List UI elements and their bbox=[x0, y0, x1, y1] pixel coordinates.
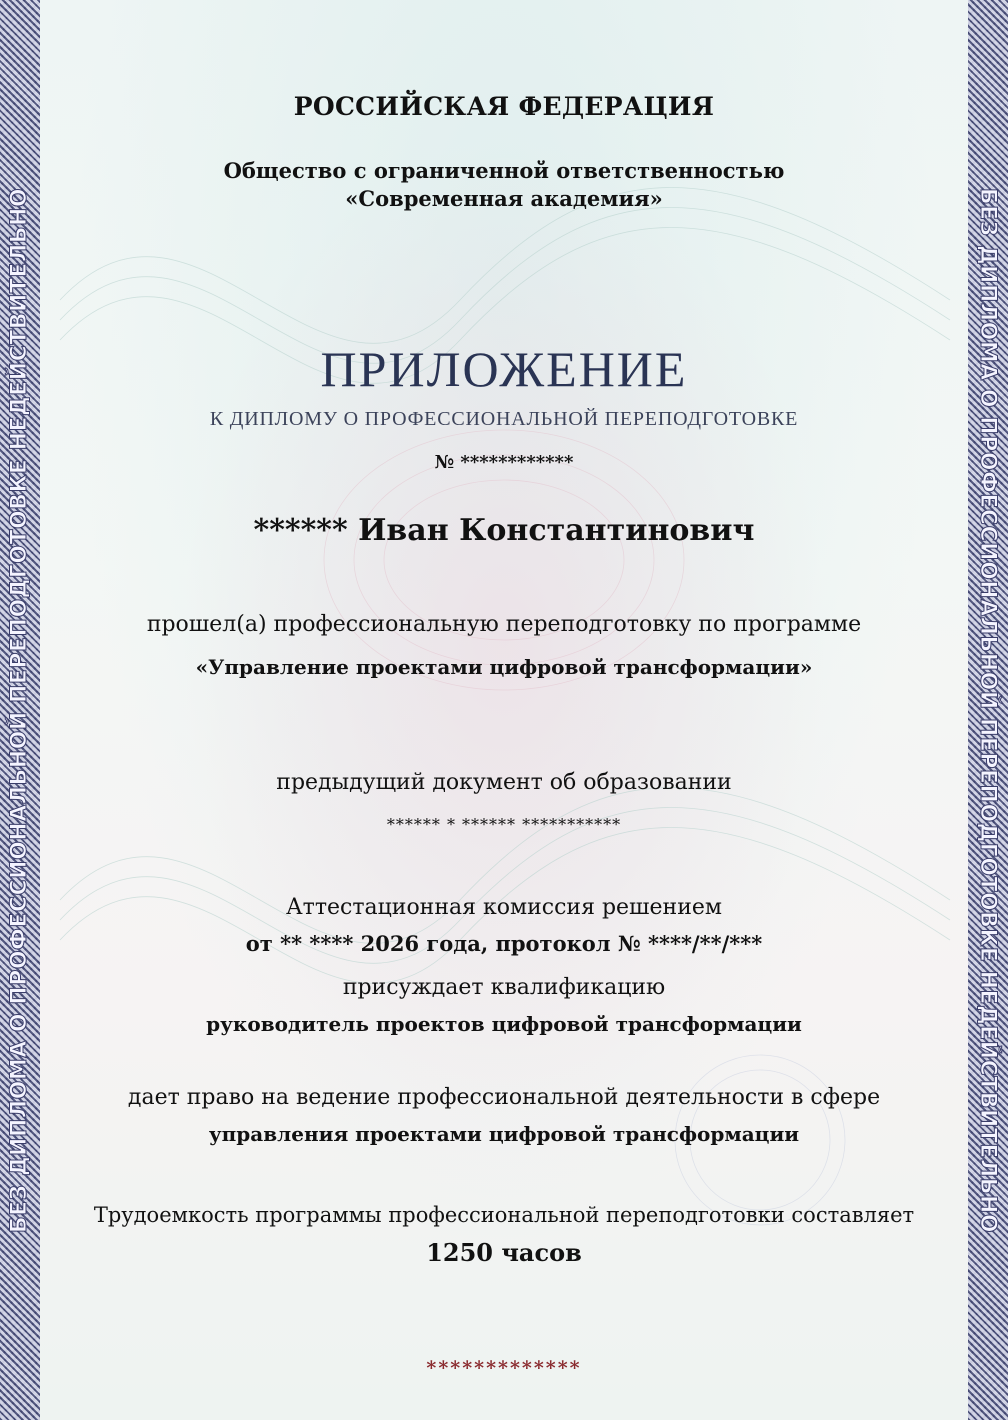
right-border-caption bbox=[968, 0, 1008, 1420]
program-name: «Управление проектами цифровой трансформации» bbox=[195, 655, 813, 679]
left-border-text: БЕЗ ДИПЛОМА О ПРОФЕССИОНАЛЬНОЙ ПЕРЕПОДГОТОВКЕ НЕДЕЙСТВИТЕЛЬНО bbox=[7, 187, 33, 1233]
qualification-value: руководитель проектов цифровой трансформации bbox=[206, 1012, 802, 1036]
professional-right-value: управления проектами цифровой трансформации bbox=[208, 1122, 800, 1146]
previous-document-label: предыдущий документ об образовании bbox=[276, 770, 732, 795]
program-hours: 1250 часов bbox=[426, 1238, 582, 1267]
left-border-caption bbox=[0, 0, 40, 1420]
labor-intensity-text: Трудоемкость программы профессиональной переподготовки составляет bbox=[93, 1203, 915, 1227]
commission-text: Аттестационная комиссия решением bbox=[286, 895, 722, 920]
document-number: № ************ bbox=[434, 452, 574, 473]
country-heading: РОССИЙСКАЯ ФЕДЕРАЦИЯ bbox=[293, 92, 715, 121]
awards-qualification-text: присуждает квалификацию bbox=[342, 975, 666, 1000]
organization-name: «Современная академия» bbox=[345, 186, 663, 211]
professional-right-text: дает право на ведение профессиональной деятельности в сфере bbox=[127, 1085, 881, 1110]
serial-number: ************* bbox=[426, 1357, 582, 1379]
decision-protocol: от ** **** 2026 года, протокол № ****/**/*** bbox=[245, 931, 763, 956]
passed-program-text: прошел(а) профессиональную переподготовку по программе bbox=[146, 612, 862, 637]
document-title: ПРИЛОЖЕНИЕ bbox=[320, 341, 688, 397]
holder-name: ****** Иван Константинович bbox=[253, 513, 755, 548]
organization-type: Общество с ограниченной ответственностью bbox=[223, 158, 785, 183]
document-subtitle: К ДИПЛОМУ О ПРОФЕССИОНАЛЬНОЙ ПЕРЕПОДГОТОВКЕ bbox=[209, 408, 799, 430]
right-border-text: БЕЗ ДИПЛОМА О ПРОФЕССИОНАЛЬНОЙ ПЕРЕПОДГОТОВКЕ НЕДЕЙСТВИТЕЛЬНО bbox=[975, 187, 1001, 1233]
previous-document-value: ****** * ****** *********** bbox=[386, 815, 622, 834]
